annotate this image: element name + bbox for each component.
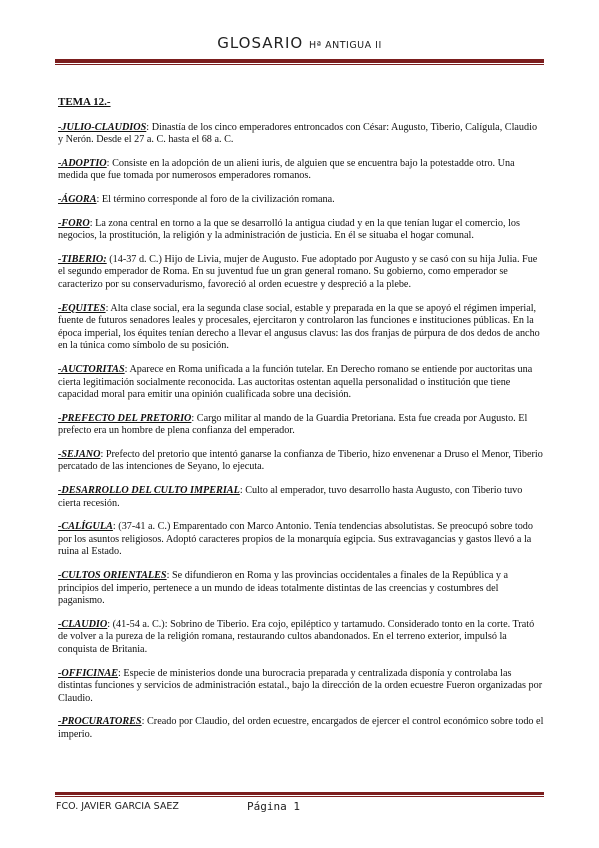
header-rule: [55, 59, 544, 63]
glossary-definition: El término corresponde al foro de la civilización romana.: [101, 193, 335, 205]
header-subtitle: Hª ANTIGUA II: [308, 40, 382, 51]
term-separator: :: [106, 157, 113, 169]
glossary-definition: Alta clase social, era la segunda clase social, estable y preparada en la que se apoyó el régimen imperial, fuente de futuros senadores leales y procesales, ejercitaron y controlaron las funciones e instituciones públicas. En la época imperial, los équites tenían derecho a llevar el angusus clavus: las dos franjas de púrpura de dos dedos de ancho en la túnica como símbolo de su posición.: [58, 302, 540, 352]
footer-rule: [55, 792, 544, 795]
page-number: Página 1: [247, 800, 300, 813]
glossary-definition: Creado por Claudio, del orden ecuestre, encargados de ejercer el control económico sobre todo el imperio.: [58, 716, 544, 740]
term-separator: :: [96, 193, 102, 205]
glossary-entry: [58, 122, 544, 147]
glossary-entry: [58, 485, 544, 510]
glossary-definition: Dinastía de los cinco emperadores entroncados con César: Augusto, Tiberio, Calígula, Claudio y Nerón. Desde el 27 a. C. hasta el 68 a. C.: [58, 121, 538, 146]
term-separator: :: [105, 302, 111, 314]
glossary-definition: Aparece en Roma unificada a la función tutelar. En Derecho romano se entiende por auctoritas una cierta legitimación socialmente reconocida. Las auctoritas ostentan aquella personalidad o institución que tiene capacidad moral para emitir una opinión cualificada sobre una decisión.: [58, 363, 533, 401]
term-separator: :: [124, 363, 130, 375]
glossary-entry: [58, 303, 544, 353]
footer-author: FCO. JAVIER GARCIA SAEZ: [56, 801, 179, 812]
topic-heading: TEMA 12.-: [58, 96, 111, 108]
glossary-definition: La zona central en torno a la que se desarrolló la antigua ciudad y en la que tenían lugar el comercio, los negocios, la prostitución, la religión y la administración de justicia. En él se situaba el hogar comunal.: [58, 217, 520, 242]
glossary-term: -CALÍGULA: [58, 521, 113, 533]
glossary-term: -FORO: [58, 217, 90, 229]
glossary-term: -CLAUDIO: [58, 618, 108, 630]
glossary-definition: (41-54 a. C.): Sobrino de Tiberio. Era cojo, epiléptico y tartamudo. Considerado tonto en la corte. Trató de volver a la pureza de la religión romana, restaurando cultos abandonados. En el terreno exterior, impulsó la conquista de Britania.: [58, 618, 535, 655]
glossary-definition: Especie de ministerios donde una burocracia preparada y centralizada disponía y controlaba las distintas funciones y servicios de administración estatal., bajo la dirección de la orden ecuestre Fueron organizadas por Claudio.: [58, 667, 543, 704]
glossary-term: -AUCTORITAS: [58, 363, 125, 375]
glossary-body: [58, 96, 544, 753]
glossary-definition: Se difundieron en Roma y las provincias occidentales a finales de la República y a principios del imperio, pertenece a un mundo de ideas totalmente distintas de las creencias y costumbres del paganismo.: [58, 570, 509, 607]
glossary-entry: [58, 218, 544, 243]
glossary-term: -ÁGORA: [58, 193, 97, 205]
glossary-entry: [58, 716, 544, 741]
glossary-entry: [58, 449, 544, 474]
glossary-entry: [58, 668, 544, 706]
glossary-term: -DESARROLLO DEL CULTO IMPERIAL: [58, 485, 240, 497]
glossary-term: -PROCURATORES: [58, 716, 142, 728]
header-rule-thin: [55, 64, 544, 65]
term-separator: :: [118, 667, 124, 679]
glossary-definition: Consiste en la adopción de un alieni iuris, de alguien que se encuentra bajo la potestadde otro. Una medida que fue tomada por numerosos emperadores romanos.: [58, 157, 515, 182]
term-separator: :: [191, 412, 197, 424]
glossary-entry: [58, 254, 544, 292]
glossary-term: -TIBERIO:: [58, 253, 107, 265]
glossary-definition: Prefecto del pretorio que intentó ganarse la confianza de Tiberio, hizo envenenar a Druso el Menor, Tiberio percatado de las intenciones de Seyano, lo ejecuta.: [58, 448, 543, 473]
glossary-term: -SEJANO: [58, 448, 101, 460]
term-separator: :: [89, 217, 96, 229]
glossary-entry: [58, 413, 544, 438]
term-separator: :: [107, 618, 113, 630]
glossary-entry: [58, 521, 544, 559]
glossary-definition: Culto al emperador, tuvo desarrollo hasta Augusto, con Tiberio tuvo cierta recesión.: [58, 485, 523, 509]
term-separator: :: [112, 521, 119, 533]
glossary-term: -PREFECTO DEL PRETORIO: [58, 412, 192, 424]
term-separator: :: [239, 485, 246, 497]
glossary-entry: [58, 619, 544, 657]
glossary-term: -ADOPTIO: [58, 157, 107, 169]
glossary-entry: [58, 158, 544, 183]
glossary-definition: (37-41 a. C.) Emparentado con Marco Antonio. Tenía tendencias absolutistas. Se preocupó sobre todo por los asuntos religiosos. Adoptó caracteres propios de la monarquía egipcia. Sus extravagancias y gastos llevó a la ruina al Estado.: [58, 521, 533, 558]
term-separator: :: [141, 716, 147, 728]
footer-rule-thin: [55, 796, 544, 797]
glossary-term: -CULTOS ORIENTALES: [58, 570, 167, 582]
glossary-definition: (14-37 d. C.) Hijo de Livia, mujer de Augusto. Fue adoptado por Augusto y se casó con su hija Julia. Fue el segundo emperador de Roma. En su juventud fue un gran general romano. Su gobierno, como emperador se caracterizo por su conservadurismo, favoreció al orden ecuestre y despreció a la plebe.: [58, 253, 538, 290]
term-separator: :: [100, 448, 106, 460]
glossary-entry: [58, 570, 544, 608]
glossary-entry: [58, 364, 544, 402]
page-header: [0, 34, 599, 52]
glossary-entry: [58, 194, 544, 207]
glossary-term: -EQUITES: [58, 302, 106, 314]
glossary-term: -JULIO-CLAUDIOS: [58, 121, 147, 133]
term-separator: :: [166, 570, 172, 582]
glossary-term: -OFFICINAE: [58, 667, 119, 679]
term-separator: :: [146, 121, 152, 133]
header-title: GLOSARIO: [217, 34, 304, 52]
glossary-definition: Cargo militar al mando de la Guardia Pretoriana. Esta fue creada por Augusto. El prefecto era un hombre de plena confianza del emperador.: [58, 412, 528, 437]
